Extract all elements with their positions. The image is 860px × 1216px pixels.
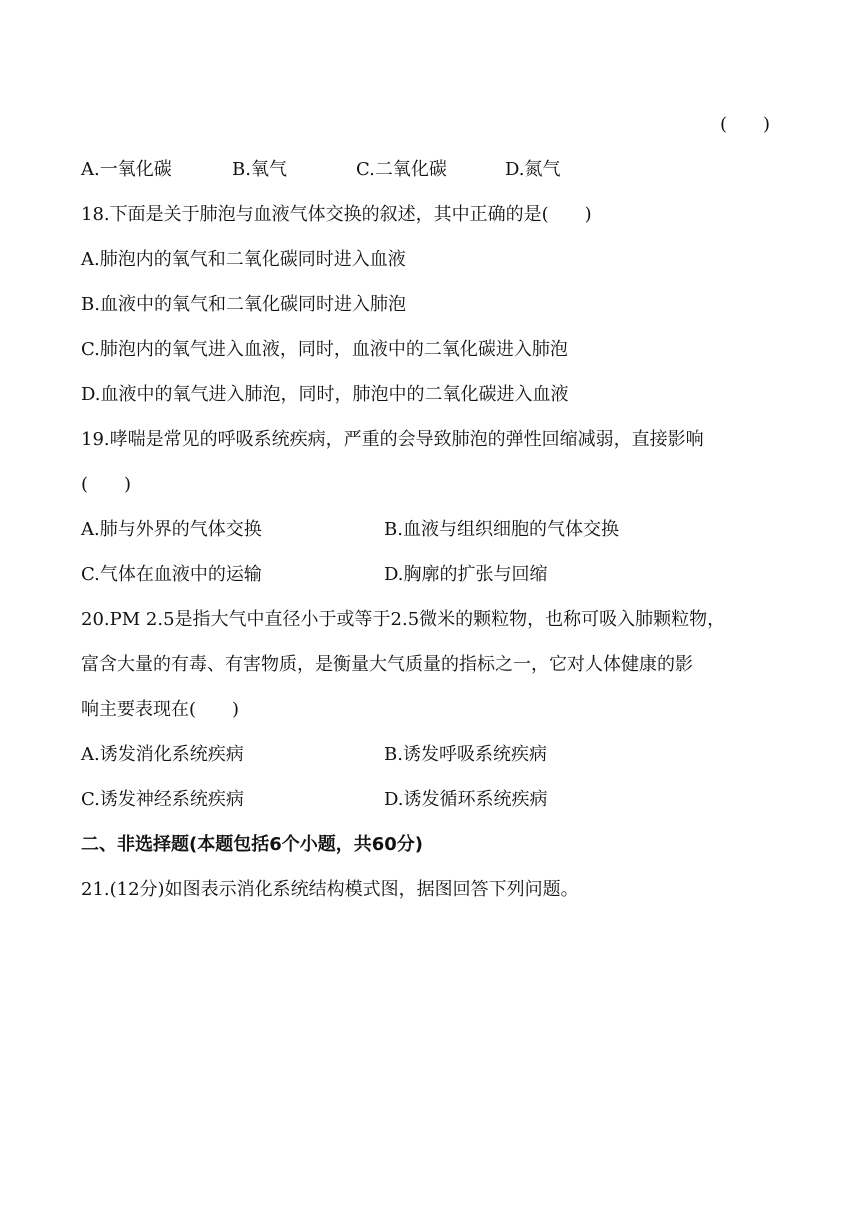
q18-option-b: B.血液中的氧气和二氧化碳同时进入肺泡 bbox=[81, 294, 406, 315]
q20-stem-line-3: 响主要表现在( ) bbox=[81, 699, 240, 720]
q17-option-c: C.二氧化碳 bbox=[356, 159, 447, 180]
section-2-heading: 二、非选择题(本题包括6个小题，共60分) bbox=[81, 834, 424, 855]
q17-option-b: B.氧气 bbox=[232, 159, 287, 180]
q19-stem-line-2: ( ) bbox=[81, 474, 132, 495]
q18-option-a: A.肺泡内的氧气和二氧化碳同时进入血液 bbox=[81, 249, 406, 270]
q19-stem-line-1: 19.哮喘是常见的呼吸系统疾病，严重的会导致肺泡的弹性回缩减弱，直接影响 bbox=[81, 429, 704, 450]
q20-option-a: A.诱发消化系统疾病 bbox=[81, 744, 244, 765]
q18-option-c: C.肺泡内的氧气进入血液，同时，血液中的二氧化碳进入肺泡 bbox=[81, 339, 568, 360]
q20-option-c: C.诱发神经系统疾病 bbox=[81, 789, 244, 810]
q19-option-d: D.胸廓的扩张与回缩 bbox=[384, 564, 548, 585]
q17-answer-blank: ( ) bbox=[720, 114, 771, 135]
q17-option-a: A.一氧化碳 bbox=[81, 159, 172, 180]
q18-stem: 18.下面是关于肺泡与血液气体交换的叙述，其中正确的是( ) bbox=[81, 204, 592, 225]
q18-option-d: D.血液中的氧气进入肺泡，同时，肺泡中的二氧化碳进入血液 bbox=[81, 384, 569, 405]
q19-option-c: C.气体在血液中的运输 bbox=[81, 564, 262, 585]
q17-option-d: D.氮气 bbox=[505, 159, 561, 180]
q20-stem-line-1: 20.PM 2.5是指大气中直径小于或等于2.5微米的颗粒物，也称可吸入肺颗粒物， bbox=[81, 609, 726, 630]
q20-stem-line-2: 富含大量的有毒、有害物质，是衡量大气质量的指标之一，它对人体健康的影 bbox=[81, 654, 693, 675]
q21-stem: 21.(12分)如图表示消化系统结构模式图，据图回答下列问题。 bbox=[81, 879, 579, 900]
q19-option-a: A.肺与外界的气体交换 bbox=[81, 519, 262, 540]
q20-option-d: D.诱发循环系统疾病 bbox=[384, 789, 548, 810]
q19-option-b: B.血液与组织细胞的气体交换 bbox=[384, 519, 619, 540]
q20-option-b: B.诱发呼吸系统疾病 bbox=[384, 744, 547, 765]
